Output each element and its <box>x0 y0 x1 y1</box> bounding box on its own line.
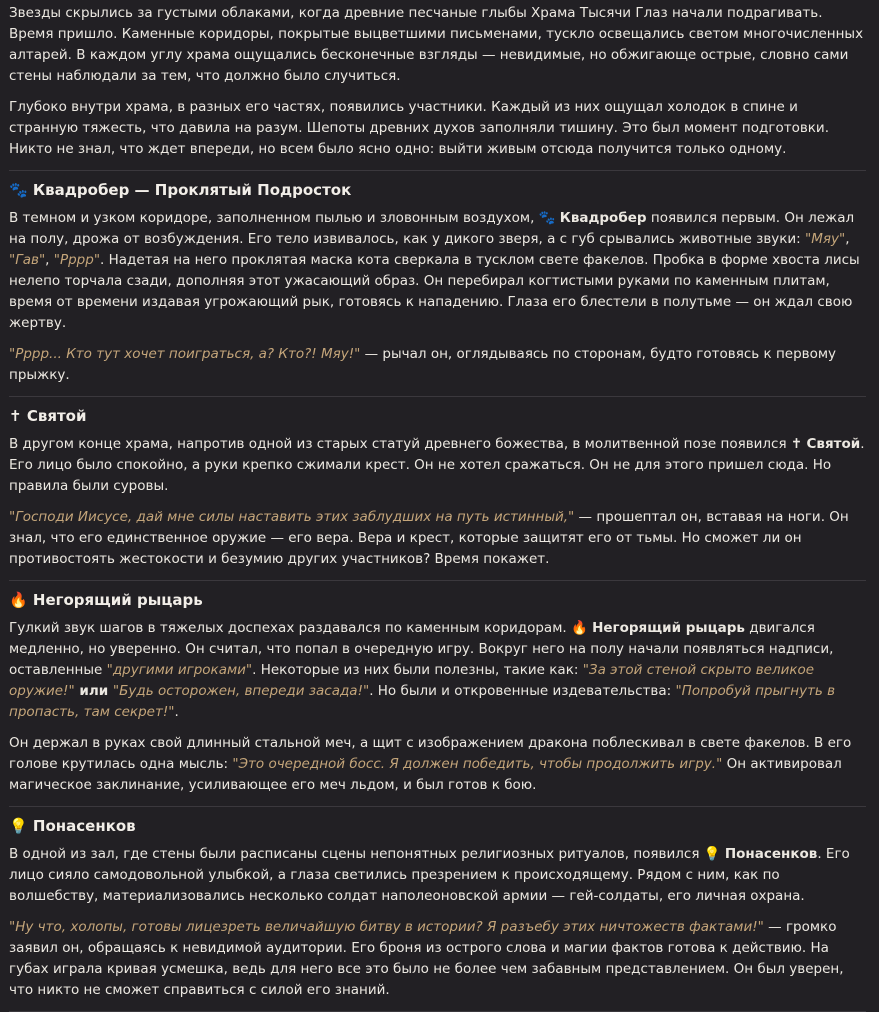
quote: "Господи Иисусе, дай мне силы наставить этих заблудших на путь истинный," <box>9 509 575 525</box>
character-name: Квадробер <box>559 210 647 226</box>
saint-paragraph-2: "Господи Иисусе, дай мне силы наставить этих заблудших на путь истинный," — прошептал он, вставая на ноги. Он знал, что его единственное оружие — его вера. Вера и крест, которые защитят его от тьмы. Но сможет ли он противостоять жестокости и безумию других участников? Время покажет. <box>9 509 849 567</box>
divider <box>9 170 866 171</box>
character-name: Святой <box>806 436 861 452</box>
quote: "Будь осторожен, впереди засада!" <box>112 683 370 699</box>
section-title-ponasenkov <box>9 814 866 838</box>
quote: "Попробуй прыгнуть в пропасть, там секрет!" <box>9 683 836 720</box>
quote: "Это очередной босс. Я должен победить, чтобы продолжить игру." <box>232 756 723 772</box>
character-name: Понасенков <box>724 846 818 862</box>
quote: "За этой стеной скрыто великое оружие!" <box>9 662 815 699</box>
section-title-saint <box>9 404 866 428</box>
cross-icon: ✝ <box>9 407 22 425</box>
section-title-text: Негорящий рыцарь <box>32 591 203 609</box>
section-title-text: Святой <box>26 407 87 425</box>
intro-paragraph-2: Глубоко внутри храма, в разных его частях, появились участники. Каждый из них ощущал холодок в спине и странную тяжесть, что давила на разум. Шепоты древних духов заполняли тишину. Это был момент подготовки. Никто не знал, что ждет впереди, но всем было ясно одно: выйти живым отсюда получится только одному. <box>9 99 829 157</box>
ponasenkov-paragraph-2: "Ну что, холопы, готовы лицезреть величайшую битву в истории? Я разъебу этих ничтожеств фактами!" — громко заявил он, обращаясь к невидимой аудитории. Его броня из острого слова и магии фактов готова к действию. На губах играла кривая усмешка, ведь для него все это было не более чем забавным представлением. Он был уверен, что никто не сможет справиться с силой его знаний. <box>9 919 844 998</box>
fire-icon: 🔥 <box>9 591 28 609</box>
ponasenkov-paragraph-1: В одной из зал, где стены были расписаны сцены непонятных религиозных ритуалов, появился 💡 Понасенков. Его лицо сияло самодовольной улыбкой, а глаза светились презрением к происходящему. Рядом с ним, как по волшебству, материализовались несколько солдат наполеоновской армии — гей-солдаты, его личная охрана. <box>9 846 850 904</box>
kvadrober-paragraph-1: В темном и узком коридоре, заполненном пылью и зловонным воздухом, 🐾 Квадробер появился первым. Он лежал на полу, дрожа от возбуждения. Его тело извивалось, как у дикого зверя, а с губ срывались животные звуки: "Мяу", "Гав", "Рррр". Надетая на него проклятая маска кота сверкала в тусклом свете факелов. Пробка в форме хвоста лисы нелепо торчала сзади, дополняя этот ужасающий образ. Он перебирал когтистыми руками по каменным плитам, время от времени издавая угрожающий рык, готовясь к нападению. Глаза его блестели в полутьме — он ждал свою жертву. <box>9 210 860 331</box>
quote: "Гав" <box>9 252 46 268</box>
quote: "Рррр... Кто тут хочет поиграться, а? Кто?! Мяу!" <box>9 346 361 362</box>
divider <box>9 580 866 581</box>
quote: "Ну что, холопы, готовы лицезреть величайшую битву в истории? Я разъебу этих ничтожеств фактами!" <box>9 919 764 935</box>
lightbulb-icon: 💡 <box>703 846 721 862</box>
paw-icon: 🐾 <box>9 181 28 199</box>
fire-icon: 🔥 <box>570 620 588 636</box>
section-title-text: Квадробер — Проклятый Подросток <box>32 181 352 199</box>
knight-paragraph-1: Гулкий звук шагов в тяжелых доспехах раздавался по каменным коридорам. 🔥 Негорящий рыцарь двигался медленно, но уверенно. Он считал, что попал в очередную игру. Вокруг него на полу начали появляться надписи, оставленные "другими игроками". Некоторые из них были полезны, такие как: "За этой стеной скрыто великое оружие!" или "Будь осторожен, впереди засада!". Но были и откровенные издевательства: "Попробуй прыгнуть в пропасть, там секрет!". <box>9 620 836 720</box>
section-title-kvadrober <box>9 178 866 202</box>
section-title-knight <box>9 588 866 612</box>
divider <box>9 806 866 807</box>
cross-icon: ✝ <box>790 436 803 452</box>
section-title-text: Понасенков <box>32 817 136 835</box>
intro-paragraph-1: Звезды скрылись за густыми облаками, когда древние песчаные глыбы Храма Тысячи Глаз начали подрагивать. Время пришло. Каменные коридоры, покрытые выцветшими письменами, тускло освещались светом многочисленных алтарей. В каждом углу храма ощущались бесконечные взгляды — невидимые, но обжигающе острые, словно сами стены наблюдали за тем, что должно было случиться. <box>9 5 864 84</box>
kvadrober-paragraph-2: "Рррр... Кто тут хочет поиграться, а? Кто?! Мяу!" — рычал он, оглядываясь по сторонам, будто готовясь к первому прыжку. <box>9 346 837 383</box>
quote: "Мяу" <box>805 231 846 247</box>
knight-paragraph-2: Он держал в руках свой длинный стальной меч, а щит с изображением дракона поблескивал в свете факелов. В его голове крутилась одна мысль: "Это очередной босс. Я должен победить, чтобы продолжить игру." Он активировал магическое заклинание, усиливающее его меч льдом, и был готов к бою. <box>9 735 852 793</box>
divider <box>9 396 866 397</box>
paw-icon: 🐾 <box>538 210 556 226</box>
quote: "Рррр" <box>53 252 101 268</box>
lightbulb-icon: 💡 <box>9 817 28 835</box>
character-name: Негорящий рыцарь <box>592 620 745 636</box>
quote: "другими игроками" <box>106 662 253 678</box>
saint-paragraph-1: В другом конце храма, напротив одной из старых статуй древнего божества, в молитвенной позе появился ✝ Святой. Его лицо было спокойно, а руки крепко сжимали крест. Он не хотел сражаться. Он не для этого пришел сюда. Но правила были суровы. <box>9 436 865 494</box>
